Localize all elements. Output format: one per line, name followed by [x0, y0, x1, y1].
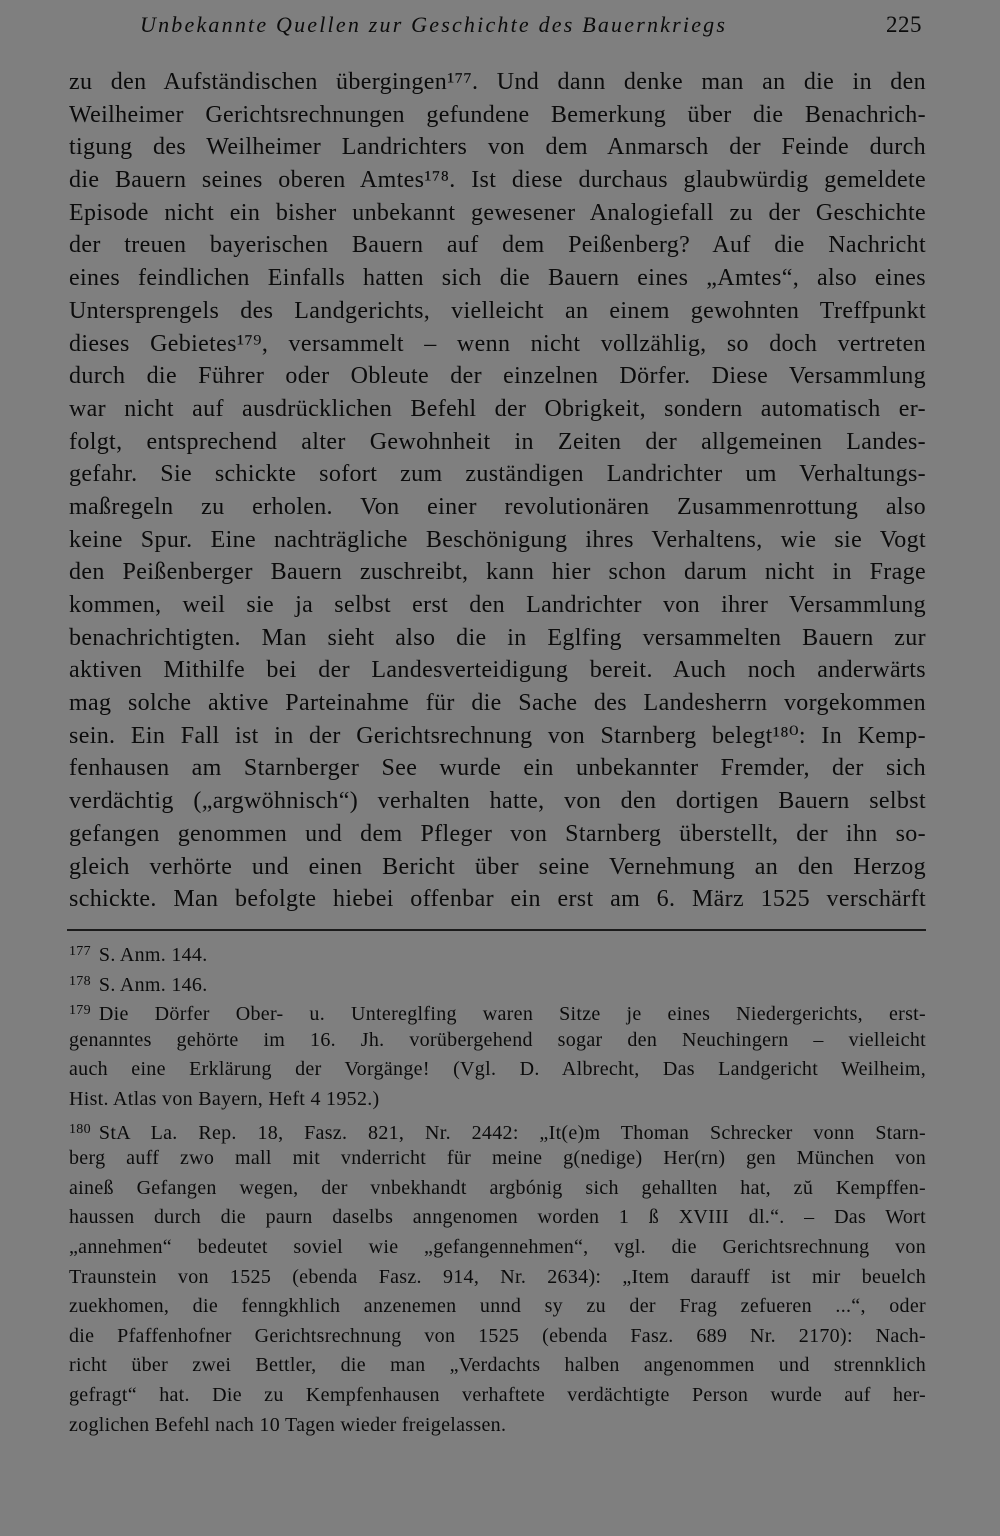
text-line: gefangen genommen und dem Pfleger von Starnberg überstellt, der ihn so- — [69, 820, 926, 847]
text-line: keine Spur. Eine nachträgliche Beschönigung ihres Verhaltens, wie sie Vogt — [69, 526, 926, 553]
running-title: Unbekannte Quellen zur Geschichte des Bauernkriegs — [140, 12, 728, 37]
footnote-178 — [69, 967, 926, 997]
text-line: war nicht auf ausdrücklichen Befehl der Obrigkeit, sondern automatisch er- — [69, 395, 926, 422]
footnote-text: StA La. Rep. 18, Fasz. 821, Nr. 2442: „It(e)m Thoman Schrecker vonn Starn- — [98, 1121, 926, 1144]
text-line: Weilheimer Gerichtsrechnungen gefundene Bemerkung über die Benachrich- — [69, 101, 926, 128]
footnote-line: gefragt“ hat. Die zu Kempfenhausen verhaftete verdächtigte Person wurde auf her- — [69, 1383, 926, 1406]
main-text — [69, 66, 926, 916]
text-line: den Peißenberger Bauern zuschreibt, kann hier schon darum nicht in Frage — [69, 559, 926, 586]
footnote-line: Hist. Atlas von Bayern, Heft 4 1952.) — [69, 1087, 380, 1110]
footnote-line: „annehmen“ bedeutet soviel wie „gefangennehmen“, vgl. die Gerichtsrechnung von — [69, 1235, 926, 1258]
footnote-line: richt über zwei Bettler, die man „Verdachts halben angenommen und strennklich — [69, 1354, 926, 1377]
text-line: gleich verhörte und einen Bericht über seine Vernehmung an den Herzog — [69, 853, 926, 880]
footnote-number: 178 — [69, 973, 91, 989]
text-line: durch die Führer oder Obleute der einzelnen Dörfer. Diese Versammlung — [69, 363, 926, 390]
footnote-text: S. Anm. 144. — [98, 944, 208, 966]
running-header — [136, 8, 926, 44]
footnote-number: 179 — [69, 1003, 91, 1019]
footnote-line: aineß Gefangen wegen, der vnbekhandt argbónig sich gehallten hat, zŭ Kempffen- — [69, 1176, 926, 1199]
text-line: aktiven Mithilfe bei der Landesverteidigung bereit. Auch noch anderwärts — [69, 657, 926, 684]
footnote-divider — [67, 929, 926, 931]
footnote-text: Die Dörfer Ober- u. Untereglfing waren Sitze je eines Niedergerichts, erst- — [98, 1003, 926, 1026]
footnote-line: berg auff zwo mall mit vnderricht für meine g(nedige) Her(rn) gen München von — [69, 1147, 926, 1170]
footnote-text: S. Anm. 146. — [98, 973, 208, 996]
text-line: maßregeln zu erholen. Von einer revolutionären Zusammenrottung also — [69, 493, 926, 520]
text-line: zu den Aufständischen übergingen¹⁷⁷. Und dann denke man an die in den — [69, 69, 926, 95]
footnote-179 — [69, 996, 926, 1026]
footnote-line: genanntes gehörte im 16. Jh. vorübergehend sogar den Neuchingern – vielleicht — [69, 1028, 926, 1051]
text-line: benachrichtigten. Man sieht also die in Eglfing versammelten Bauern zur — [69, 624, 926, 651]
text-line: die Bauern seines oberen Amtes¹⁷⁸. Ist diese durchaus glaubwürdig gemeldete — [69, 167, 926, 194]
footnote-line: zoglichen Befehl nach 10 Tagen wieder freigelassen. — [69, 1413, 507, 1436]
text-line: eines feindlichen Einfalls hatten sich die Bauern eines „Amtes“, also eines — [69, 265, 926, 292]
text-line: kommen, weil sie ja selbst erst den Landrichter von ihrer Versammlung — [69, 592, 926, 618]
footnote-line: Traunstein von 1525 (ebenda Fasz. 914, Nr. 2634): „Item darauff ist mir beuelch — [69, 1265, 926, 1288]
footnote-line: auch eine Erklärung der Vorgänge! (Vgl. D. Albrecht, Das Landgericht Weilheim, — [69, 1058, 926, 1081]
text-line: folgt, entsprechend alter Gewohnheit in Zeiten der allgemeinen Landes- — [69, 428, 926, 455]
footnote-line: die Pfaffenhofner Gerichtsrechnung von 1525 (ebenda Fasz. 689 Nr. 2170): Nach- — [69, 1324, 926, 1347]
text-line: fenhausen am Starnberger See wurde ein unbekannter Fremder, der sich — [69, 755, 926, 782]
text-line: verdächtig („argwöhnisch“) verhalten hatte, von den dortigen Bauern selbst — [69, 788, 926, 815]
text-line: tigung des Weilheimer Landrichters von dem Anmarsch der Feinde durch — [69, 134, 926, 161]
text-line: Episode nicht ein bisher unbekannt gewesener Analogiefall zu der Geschichte — [69, 199, 926, 226]
footnote-number: 180 — [69, 1121, 91, 1137]
footnote-line: haussen durch die paurn daselbs anngenomen worden 1 ß XVIII dl.“. – Das Wort — [69, 1206, 926, 1229]
page-number: 225 — [886, 12, 922, 37]
text-line: dieses Gebietes¹⁷⁹, versammelt – wenn nicht vollzählig, so doch vertreten — [69, 330, 926, 357]
text-line: mag solche aktive Parteinahme für die Sache des Landesherrn vorgekommen — [69, 690, 926, 717]
text-line: sein. Ein Fall ist in der Gerichtsrechnung von Starnberg belegt¹⁸⁰: In Kemp- — [69, 722, 926, 749]
text-line: gefahr. Sie schickte sofort zum zuständigen Landrichter um Verhaltungs- — [69, 461, 926, 488]
footnote-180 — [69, 1115, 926, 1145]
footnote-line: zuekhomen, die fenngkhlich anzenemen unnd sy zu der Frag zefueren ...“, oder — [69, 1295, 926, 1318]
footnote-177 — [69, 937, 926, 967]
text-line: schickte. Man befolgte hiebei offenbar ein erst am 6. März 1525 verschärft — [69, 886, 926, 913]
footnote-number: 177 — [69, 944, 91, 959]
text-line: der treuen bayerischen Bauern auf dem Peißenberg? Auf die Nachricht — [69, 232, 926, 259]
text-line: Untersprengels des Landgerichts, vielleicht an einem gewohnten Treffpunkt — [69, 297, 926, 324]
footnotes — [69, 937, 926, 1440]
